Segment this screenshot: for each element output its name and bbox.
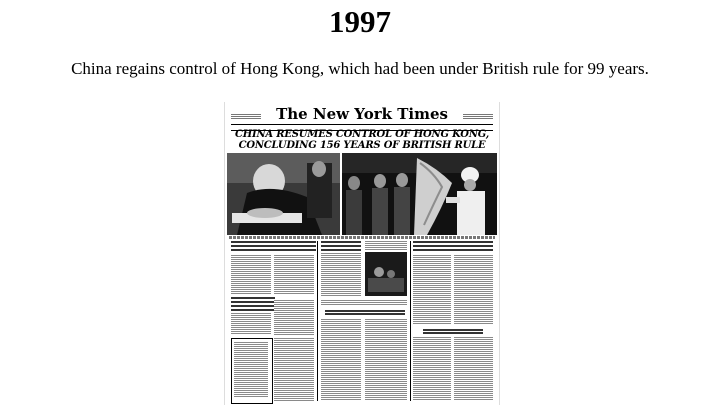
year-title: 1997 <box>329 4 391 39</box>
headline-line-2: CONCLUDING 156 YEARS OF BRITISH RULE <box>238 140 486 151</box>
left-column-text-c <box>231 313 271 335</box>
middle-photo <box>365 252 407 296</box>
left-column-text-a <box>231 255 271 295</box>
middle-photo-kicker <box>365 241 407 250</box>
ear-right <box>463 114 493 120</box>
newspaper-front-page <box>224 102 500 405</box>
right-column-text-d <box>454 337 493 401</box>
right-column-text-a <box>413 255 451 325</box>
index-box <box>231 338 273 404</box>
left-column-text-b <box>274 255 314 295</box>
middle-column-text-c <box>365 319 407 401</box>
newspaper-masthead: The New York Times <box>276 105 448 123</box>
ear-left <box>231 114 261 120</box>
middle-story-headline <box>321 241 361 251</box>
middle-column-text-a <box>321 253 361 297</box>
headline-line-1: CHINA RESUMES CONTROL OF HONG KONG, <box>234 129 490 140</box>
column-rule-1 <box>317 241 318 401</box>
right-column-text-b <box>454 255 493 325</box>
caption-text: China regains control of Hong Kong, which had been under British rule for 99 years. <box>71 59 649 78</box>
left-story-headline <box>231 241 316 253</box>
left-sub-headline <box>231 297 275 311</box>
middle-column-strip <box>321 300 407 306</box>
right-column-text-c <box>413 337 451 401</box>
column-rule-2 <box>410 241 411 401</box>
photo-flag-ceremony-right <box>342 153 497 235</box>
left-column-text-e <box>274 338 314 402</box>
right-lower-headline <box>423 329 483 334</box>
photo-ceremony-left <box>227 153 340 235</box>
photo-caption-row <box>229 236 495 239</box>
left-column-text-d <box>274 300 314 335</box>
middle-lower-headline <box>325 310 405 316</box>
middle-column-text-b <box>321 319 361 401</box>
right-story-headline <box>413 241 493 253</box>
